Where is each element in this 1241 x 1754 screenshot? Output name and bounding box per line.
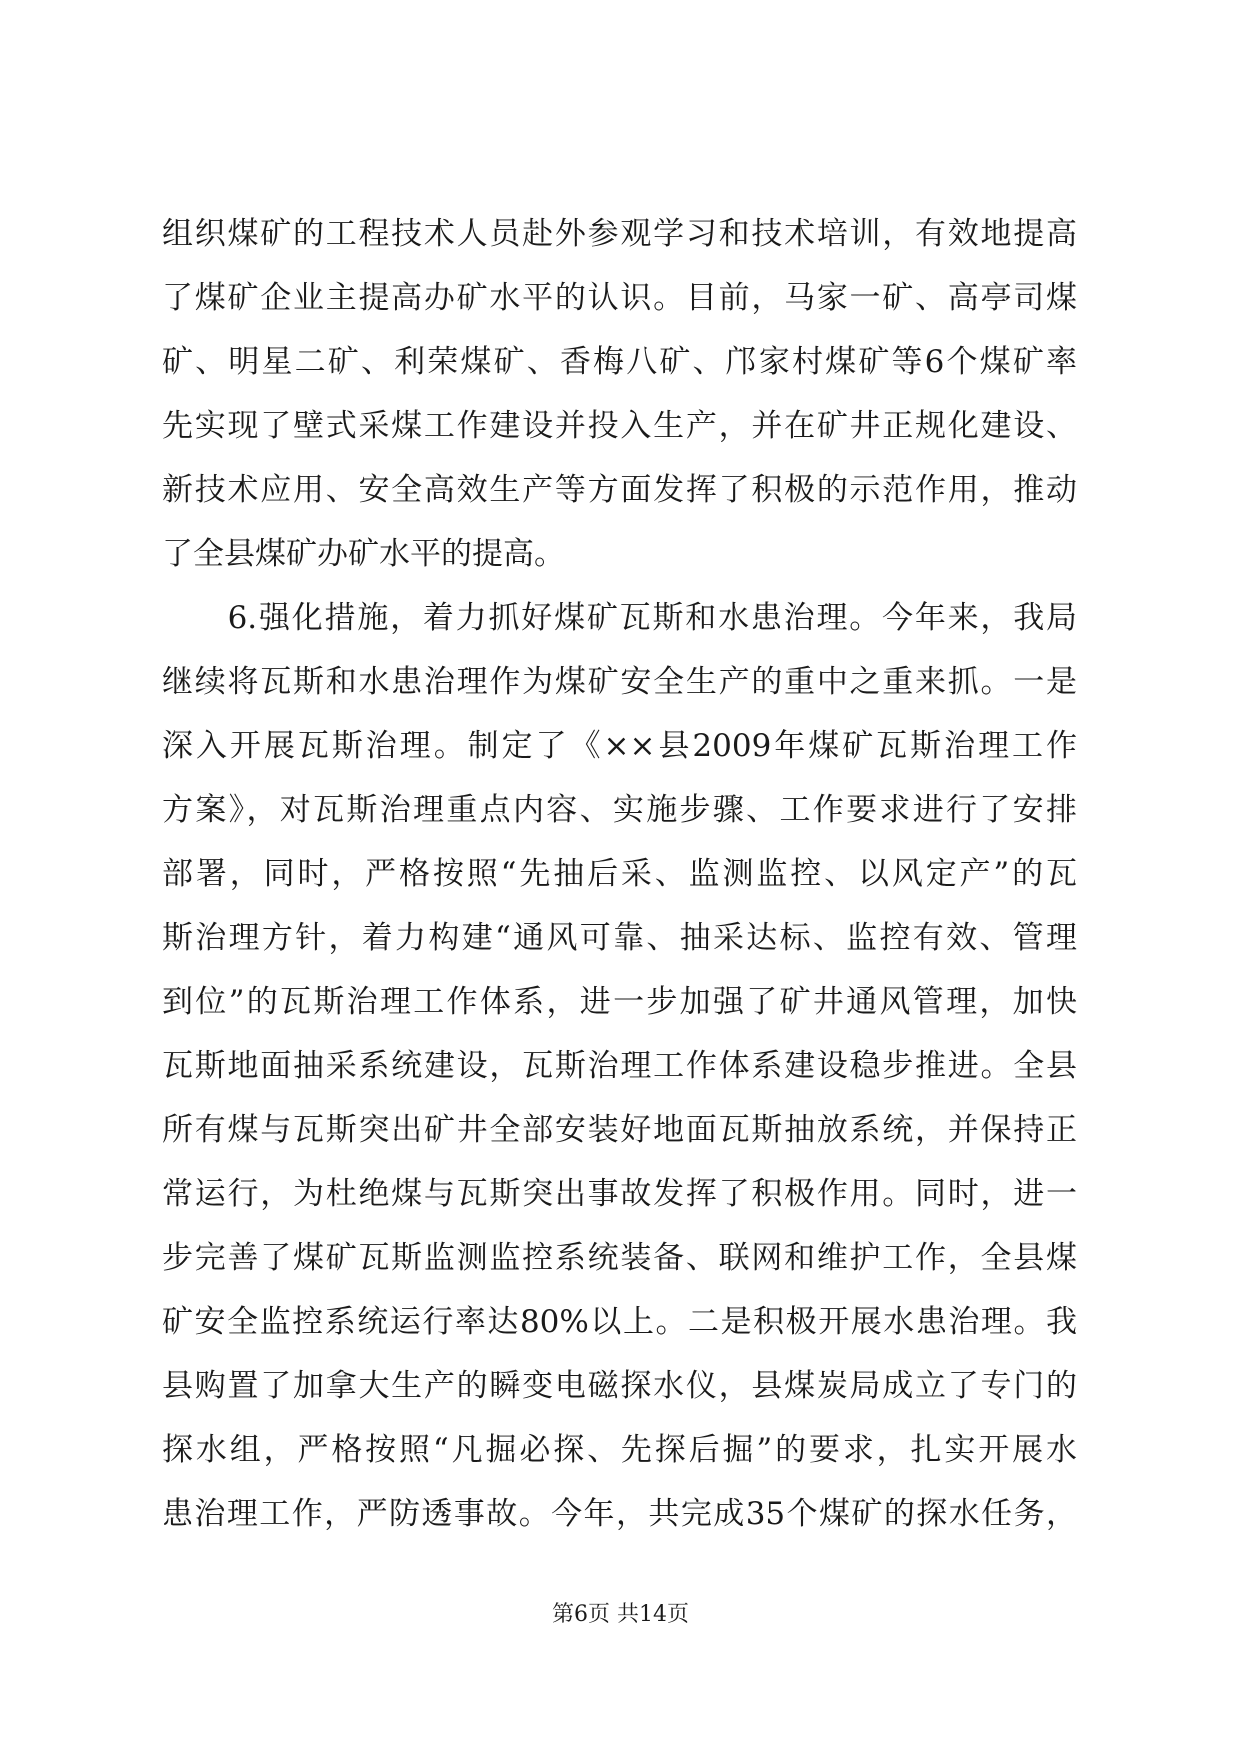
text-line: 部署，同时，严格按照“先抽后采、监测监控、以风定产”的瓦 (162, 856, 1077, 892)
text-line: 矿安全监控系统运行率达80%以上。二是积极开展水患治理。我 (162, 1304, 1077, 1340)
text-line: 方案》，对瓦斯治理重点内容、实施步骤、工作要求进行了安排 (162, 792, 1077, 828)
text-line: 先实现了壁式采煤工作建设并投入生产，并在矿井正规化建设、 (162, 408, 1077, 444)
text-line: 瓦斯地面抽采系统建设，瓦斯治理工作体系建设稳步推进。全县 (162, 1048, 1077, 1084)
text-line: 常运行，为杜绝煤与瓦斯突出事故发挥了积极作用。同时，进一 (162, 1176, 1077, 1212)
text-line: 新技术应用、安全高效生产等方面发挥了积极的示范作用，推动 (162, 472, 1077, 508)
text-line: 所有煤与瓦斯突出矿井全部安装好地面瓦斯抽放系统，并保持正 (162, 1112, 1077, 1148)
text-line: 组织煤矿的工程技术人员赴外参观学习和技术培训，有效地提高 (162, 216, 1077, 252)
text-line: 了全县煤矿办矿水平的提高。 (162, 536, 565, 572)
text-line: 县购置了加拿大生产的瞬变电磁探水仪，县煤炭局成立了专门的 (162, 1368, 1077, 1404)
text-line: 6.强化措施，着力抓好煤矿瓦斯和水患治理。今年来，我局 (162, 600, 1077, 636)
text-line: 斯治理方针，着力构建“通风可靠、抽采达标、监控有效、管理 (162, 920, 1077, 956)
text-line: 深入开展瓦斯治理。制定了《××县2009年煤矿瓦斯治理工作 (162, 728, 1077, 764)
page-footer: 第6页 共14页 (552, 1602, 689, 1627)
text-line: 患治理工作，严防透事故。今年，共完成35个煤矿的探水任务， (162, 1496, 1077, 1532)
text-line: 步完善了煤矿瓦斯监测监控系统装备、联网和维护工作，全县煤 (162, 1240, 1077, 1276)
body-text (162, 202, 1077, 1546)
text-line: 了煤矿企业主提高办矿水平的认识。目前，马家一矿、高亭司煤 (162, 280, 1077, 316)
text-line: 到位”的瓦斯治理工作体系，进一步加强了矿井通风管理，加快 (162, 984, 1077, 1020)
text-line: 矿、明星二矿、利荣煤矿、香梅八矿、邝家村煤矿等6个煤矿率 (162, 344, 1077, 380)
text-line: 继续将瓦斯和水患治理作为煤矿安全生产的重中之重来抓。一是 (162, 664, 1077, 700)
text-line: 探水组，严格按照“凡掘必探、先探后掘”的要求，扎实开展水 (162, 1432, 1077, 1468)
